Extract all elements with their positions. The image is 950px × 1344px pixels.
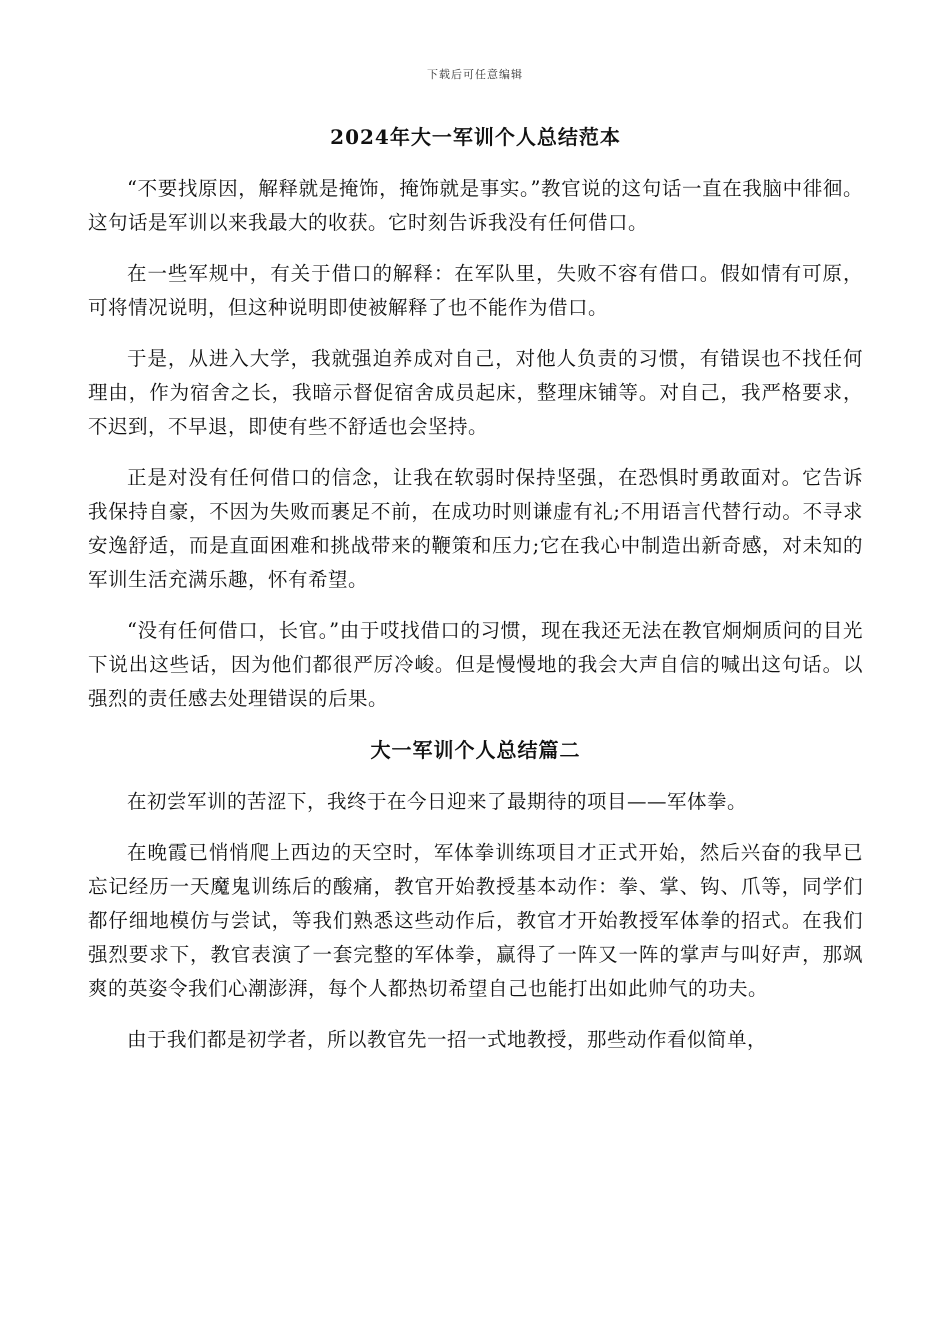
paragraph: 由于我们都是初学者，所以教官先一招一式地教授，那些动作看似简单， [127,1028,768,1051]
header-note: 下载后可任意编辑 [427,68,523,81]
section-subtitle: 大一军训个人总结篇二 [370,738,581,762]
paragraph: “不要找原因，解释就是掩饰，掩饰就是事实。”教官说的这句话一直在我脑中徘徊。这句话是军训以来我最大的收获。它时刻告诉我没有任何借口。 [88,177,863,234]
paragraph: “没有任何借口，长官。”由于哎找借口的习惯，现在我还无法在教官炯炯质问的目光下说出这些话，因为他们都很严厉冷峻。但是慢慢地的我会大声自信的喊出这句话。以强烈的责任感去处理错误的后果。 [88,619,863,710]
paragraph: 在初尝军训的苦涩下，我终于在今日迎来了最期待的项目——军体拳。 [127,790,748,813]
paragraph: 在一些军规中，有关于借口的解释：在军队里，失败不容有借口。假如情有可原，可将情况说明，但这种说明即使被解释了也不能作为借口。 [88,262,863,319]
paragraph: 在晚霞已悄悄爬上西边的天空时，军体拳训练项目才正式开始，然后兴奋的我早已忘记经历一天魔鬼训练后的酸痛，教官开始教授基本动作：拳、掌、钩、爪等，同学们都仔细地模仿与尝试，等我们熟悉这些动作后，教官才开始教授军体拳的招式。在我们强烈要求下，教官表演了一套完整的军体拳，赢得了一阵又一阵的掌声与叫好声，那飒爽的英姿令我们心潮澎湃，每个人都热切希望自己也能打出如此帅气的功夫。 [88,841,863,1000]
paragraph: 正是对没有任何借口的信念，让我在软弱时保持坚强，在恐惧时勇敢面对。它告诉我保持自豪，不因为失败而裹足不前，在成功时则谦虚有礼;不用语言代替行动。不寻求安逸舒适，而是直面困难和挑战带来的鞭策和压力;它在我心中制造出新奇感，对未知的军训生活充满乐趣，怀有希望。 [88,466,863,591]
document-title: 2024年大一军训个人总结范本 [330,125,621,149]
paragraph: 于是，从进入大学，我就强迫养成对自己，对他人负责的习惯，有错误也不找任何理由，作为宿舍之长，我暗示督促宿舍成员起床，整理床铺等。对自己，我严格要求，不迟到，不早退，即使有些不舒适也会坚持。 [88,347,863,438]
document-body [88,120,863,1074]
